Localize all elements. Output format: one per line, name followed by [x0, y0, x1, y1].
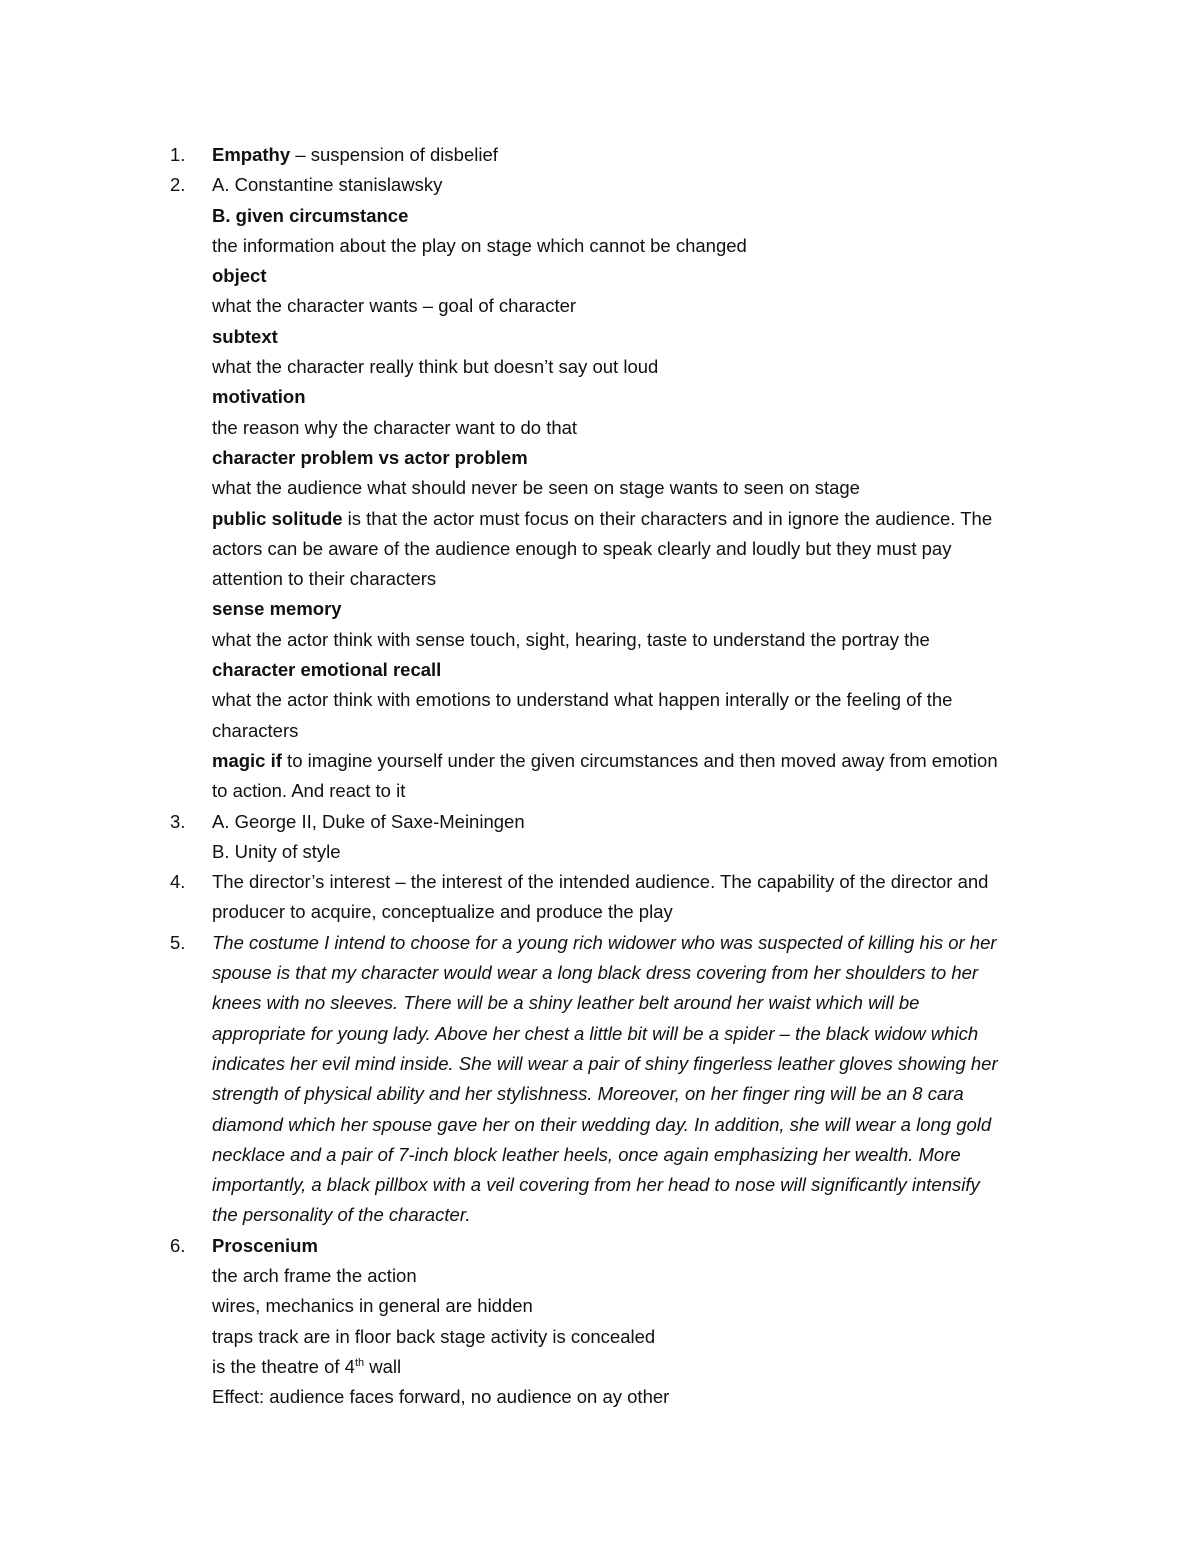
term-proscenium: Proscenium	[212, 1234, 318, 1256]
essay-line: appropriate for young lady. Above her chest a little bit will be a spider – the black widow which	[212, 1022, 979, 1044]
list-number: 3.	[170, 810, 186, 832]
list-item-5	[0, 928, 1200, 958]
list-item-1	[0, 140, 1200, 170]
essay-line: spouse is that my character would wear a long black dress covering from her shoulders to her	[212, 962, 979, 984]
item-text: the arch frame the action	[212, 1264, 417, 1286]
list-item-3	[0, 807, 1200, 837]
definition-text: is that the actor must focus on their characters and in ignore the audience. The	[342, 507, 993, 529]
list-number: 4.	[170, 871, 186, 893]
item-text: wires, mechanics in general are hidden	[212, 1295, 533, 1317]
item-text: A. George II, Duke of Saxe-Meiningen	[212, 810, 525, 832]
essay-line: diamond which her spouse gave her on their wedding day. In addition, she will wear a long gold	[212, 1113, 992, 1135]
essay-line: the personality of the character.	[212, 1204, 471, 1226]
definition-text: what the actor think with sense touch, sight, hearing, taste to understand the portray the	[212, 628, 930, 650]
list-item-4	[0, 867, 1200, 897]
definition-text: the reason why the character want to do that	[212, 416, 578, 438]
term-sense-memory: sense memory	[212, 598, 342, 620]
definition-text: to imagine yourself under the given circumstances and then moved away from emotion	[281, 749, 998, 771]
term-empathy: Empathy	[212, 144, 291, 165]
essay-line: importantly, a black pillbox with a veil covering from her head to nose will significantly intensify	[212, 1174, 980, 1196]
list-number: 6.	[170, 1234, 186, 1256]
item-text: wall	[364, 1355, 402, 1377]
term-character-problem: character problem vs actor problem	[212, 446, 528, 468]
definition-text: what the audience what should never be seen on stage wants to seen on stage	[212, 477, 860, 499]
term-emotional-recall: character emotional recall	[212, 659, 442, 681]
term-motivation: motivation	[212, 386, 306, 408]
item-text: is the theatre of 4	[212, 1355, 355, 1377]
item-text: B. Unity of style	[212, 840, 341, 862]
definition-text: – suspension of disbelief	[290, 144, 498, 165]
list-item-6	[0, 1231, 1200, 1261]
answer-list	[0, 140, 1200, 1412]
essay-line: strength of physical ability and her stylishness. Moreover, on her finger ring will be an 8 cara	[212, 1083, 964, 1105]
list-number: 2.	[170, 174, 186, 196]
essay-line: knees with no sleeves. There will be a shiny leather belt around her waist which will be	[212, 992, 920, 1014]
definition-text: characters	[212, 719, 299, 741]
list-number: 5.	[170, 931, 186, 953]
item-text: traps track are in floor back stage activity is concealed	[212, 1325, 656, 1347]
definition-text: what the actor think with emotions to understand what happen interally or the feeling of the	[212, 689, 953, 711]
term-given-circumstance: B. given circumstance	[212, 204, 409, 226]
definition-text: attention to their characters	[212, 568, 437, 590]
term-object: object	[212, 265, 267, 287]
definition-text: the information about the play on stage which cannot be changed	[212, 234, 747, 256]
list-number: 1.	[170, 144, 186, 165]
essay-line: indicates her evil mind inside. She will wear a pair of shiny fingerless leather gloves showing her	[212, 1052, 998, 1074]
term-magic-if: magic if	[212, 749, 282, 771]
essay-line: necklace and a pair of 7-inch block leather heels, once again emphasizing her wealth. More	[212, 1143, 961, 1165]
superscript: th	[354, 1356, 365, 1369]
essay-line: The costume I intend to choose for a young rich widower who was suspected of killing his or her	[212, 931, 997, 953]
item-text: A. Constantine stanislawsky	[212, 174, 443, 196]
item-text: The director’s interest – the interest of the intended audience. The capability of the director and	[212, 871, 989, 893]
item-text: producer to acquire, conceptualize and produce the play	[212, 901, 673, 923]
definition-text: to action. And react to it	[212, 780, 406, 802]
list-item-2	[0, 170, 1200, 200]
term-public-solitude: public solitude	[212, 507, 343, 529]
definition-text: actors can be aware of the audience enough to speak clearly and loudly but they must pay	[212, 537, 952, 559]
item-text: Effect: audience faces forward, no audience on ay other	[212, 1386, 670, 1408]
definition-text: what the character really think but doesn’t say out loud	[212, 356, 659, 378]
term-subtext: subtext	[212, 325, 278, 347]
definition-text: what the character wants – goal of character	[212, 295, 577, 317]
